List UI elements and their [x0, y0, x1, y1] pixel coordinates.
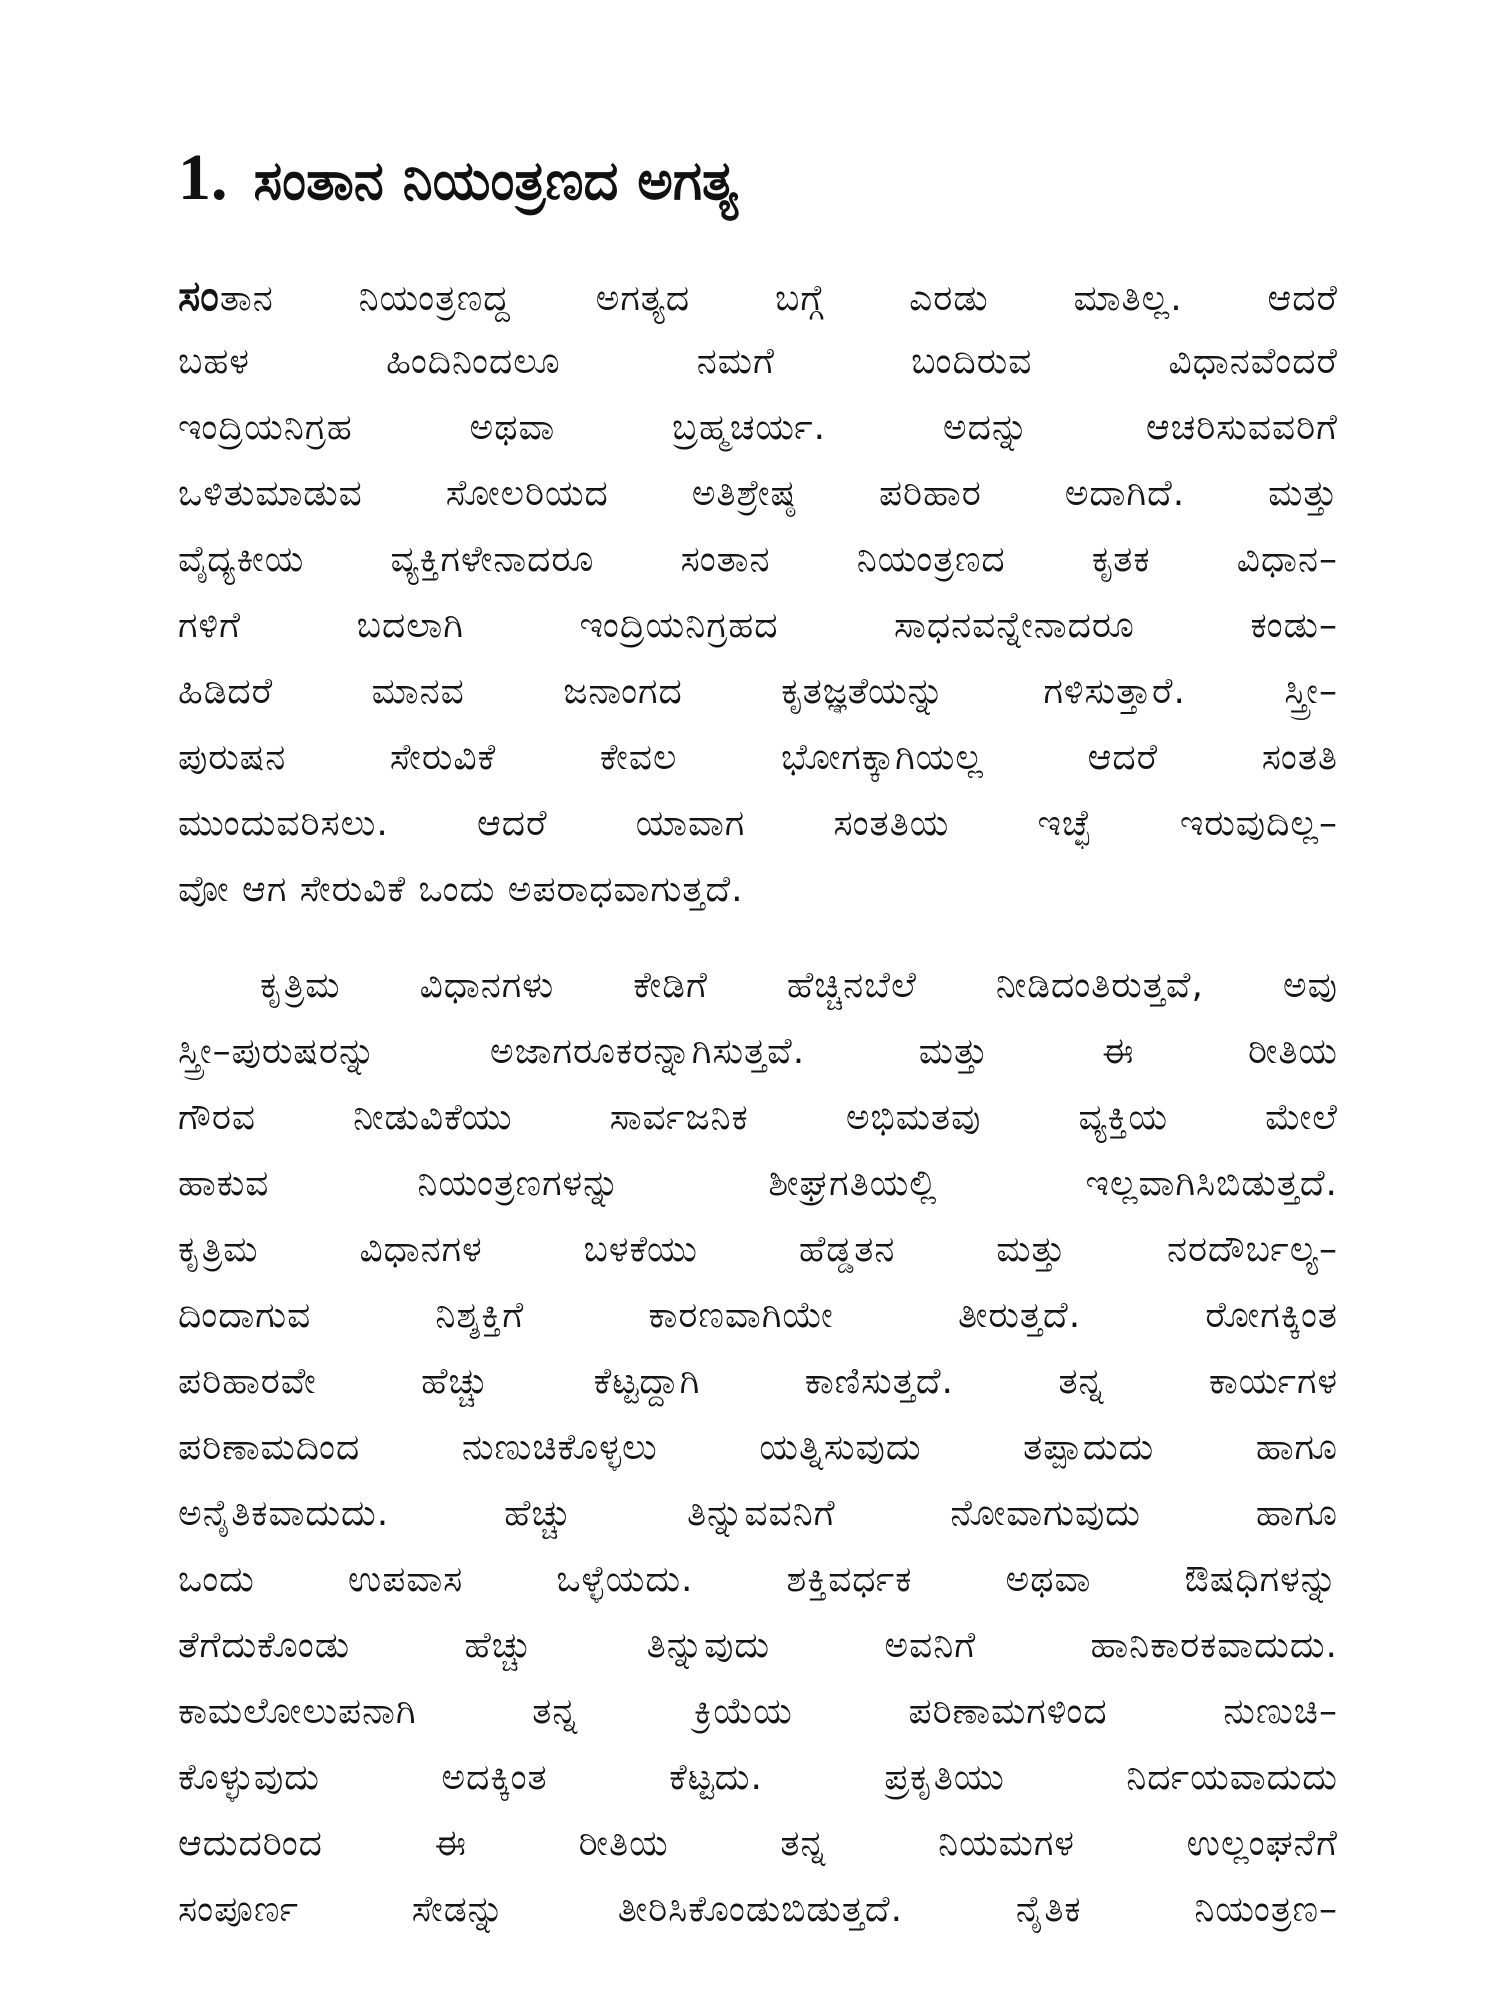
- text-line: ಹಿಡಿದರೆ ಮಾನವ ಜನಾಂಗದ ಕೃತಜ್ಞತೆಯನ್ನು ಗಳಿಸುತ್ತಾರೆ. ಸ್ತ್ರೀ–: [178, 671, 1338, 712]
- text-line: ಸಂಪೂರ್ಣ ಸೇಡನ್ನು ತೀರಿಸಿಕೊಂಡುಬಿಡುತ್ತದೆ. ನೈತಿಕ ನಿಯಂತ್ರಣ–: [178, 1889, 1338, 1930]
- text-line: ವೋ ಆಗ ಸೇರುವಿಕೆ ಒಂದು ಅಪರಾಧವಾಗುತ್ತದೆ.: [178, 869, 744, 910]
- text-line: ಮುಂದುವರಿಸಲು. ಆದರೆ ಯಾವಾಗ ಸಂತತಿಯ ಇಚ್ಛೆ ಇರುವುದಿಲ್ಲ–: [178, 803, 1338, 844]
- text-line: ಸ್ತ್ರೀ–ಪುರುಷರನ್ನು ಅಜಾಗರೂಕರನ್ನಾಗಿಸುತ್ತವೆ. ಮತ್ತು ಈ ರೀತಿಯ: [178, 1031, 1338, 1072]
- text-line: ಅನೈತಿಕವಾದುದು. ಹೆಚ್ಚು ತಿನ್ನುವವನಿಗೆ ನೋವಾಗುವುದು ಹಾಗೂ: [178, 1493, 1338, 1534]
- document-page: [178, 138, 1338, 1943]
- text-line-content: ತಾನ ನಿಯಂತ್ರಣದ್ದ ಅಗತ್ಯದ ಬಗ್ಗೆ ಎರಡು ಮಾತಿಲ್ಲ. ಆದರೆ: [219, 278, 1338, 319]
- text-line: ಗಳಿಗೆ ಬದಲಾಗಿ ಇಂದ್ರಿಯನಿಗ್ರಹದ ಸಾಧನವನ್ನೇನಾದರೂ ಕಂಡು–: [178, 605, 1338, 646]
- drop-cap: ಸಂ: [178, 271, 220, 320]
- text-line: ಇಂದ್ರಿಯನಿಗ್ರಹ ಅಥವಾ ಬ್ರಹ್ಮಚರ್ಯ. ಅದನ್ನು ಆಚರಿಸುವವರಿಗೆ: [178, 407, 1338, 448]
- text-line: ದಿಂದಾಗುವ ನಿಶ್ಶಕ್ತಿಗೆ ಕಾರಣವಾಗಿಯೇ ತೀರುತ್ತದೆ. ರೋಗಕ್ಕಿಂತ: [178, 1295, 1338, 1336]
- paragraph-2: [178, 953, 1338, 1943]
- chapter-title: ಸಂತಾನ ನಿಯಂತ್ರಣದ ಅಗತ್ಯ: [253, 149, 739, 212]
- text-line: ಪುರುಷನ ಸೇರುವಿಕೆ ಕೇವಲ ಭೋಗಕ್ಕಾಗಿಯಲ್ಲ ಆದರೆ ಸಂತತಿ: [178, 737, 1338, 778]
- text-line: ಕಾಮಲೋಲುಪನಾಗಿ ತನ್ನ ಕ್ರಿಯೆಯ ಪರಿಣಾಮಗಳಿಂದ ನುಣುಚಿ–: [178, 1691, 1338, 1732]
- text-line: ಕೃತ್ರಿಮ ವಿಧಾನಗಳ ಬಳಕೆಯು ಹೆಡ್ಡತನ ಮತ್ತು ನರದೌರ್ಬಲ್ಯ–: [178, 1229, 1338, 1270]
- text-line: ಪರಿಣಾಮದಿಂದ ನುಣುಚಿಕೊಳ್ಳಲು ಯತ್ನಿಸುವುದು ತಪ್ಪಾದುದು ಹಾಗೂ: [178, 1427, 1338, 1468]
- text-line: ಒಳಿತುಮಾಡುವ ಸೋಲರಿಯದ ಅತಿಶ್ರೇಷ್ಠ ಪರಿಹಾರ ಅದಾಗಿದೆ. ಮತ್ತು: [178, 473, 1338, 514]
- paragraph-1: [178, 263, 1338, 923]
- text-line: ಬಹಳ ಹಿಂದಿನಿಂದಲೂ ನಮಗೆ ಬಂದಿರುವ ವಿಧಾನವೆಂದರೆ: [178, 341, 1338, 382]
- text-line: ಆದುದರಿಂದ ಈ ರೀತಿಯ ತನ್ನ ನಿಯಮಗಳ ಉಲ್ಲಂಘನೆಗೆ: [178, 1823, 1338, 1864]
- text-line: ತೆಗೆದುಕೊಂಡು ಹೆಚ್ಚು ತಿನ್ನುವುದು ಅವನಿಗೆ ಹಾನಿಕಾರಕವಾದುದು.: [178, 1625, 1338, 1666]
- text-line: ಒಂದು ಉಪವಾಸ ಒಳ್ಳೆಯದು. ಶಕ್ತಿವರ್ಧಕ ಅಥವಾ ಔಷಧಿಗಳನ್ನು: [178, 1559, 1338, 1600]
- text-line: ಪರಿಹಾರವೇ ಹೆಚ್ಚು ಕೆಟ್ಟದ್ದಾಗಿ ಕಾಣಿಸುತ್ತದೆ. ತನ್ನ ಕಾರ್ಯಗಳ: [178, 1361, 1338, 1402]
- text-line: ವೈದ್ಯಕೀಯ ವ್ಯಕ್ತಿಗಳೇನಾದರೂ ಸಂತಾನ ನಿಯಂತ್ರಣದ ಕೃತಕ ವಿಧಾನ–: [178, 539, 1338, 580]
- text-line: ಹಾಕುವ ನಿಯಂತ್ರಣಗಳನ್ನು ಶೀಘ್ರಗತಿಯಲ್ಲಿ ಇಲ್ಲವಾಗಿಸಿಬಿಡುತ್ತದೆ.: [178, 1163, 1338, 1204]
- text-line: ಗೌರವ ನೀಡುವಿಕೆಯು ಸಾರ್ವಜನಿಕ ಅಭಿಮತವು ವ್ಯಕ್ತಿಯ ಮೇಲೆ: [178, 1097, 1338, 1138]
- text-line: ಕೃತ್ರಿಮ ವಿಧಾನಗಳು ಕೇಡಿಗೆ ಹೆಚ್ಚಿನಬೆಲೆ ನೀಡಿದಂತಿರುತ್ತವೆ, ಅವು: [260, 965, 1338, 1006]
- chapter-heading: [178, 138, 1338, 221]
- text-line: ಕೊಳ್ಳುವುದು ಅದಕ್ಕಿಂತ ಕೆಟ್ಟದು. ಪ್ರಕೃತಿಯು ನಿರ್ದಯವಾದುದು: [178, 1757, 1338, 1798]
- text-line: [178, 263, 1338, 329]
- chapter-number: 1.: [178, 141, 228, 214]
